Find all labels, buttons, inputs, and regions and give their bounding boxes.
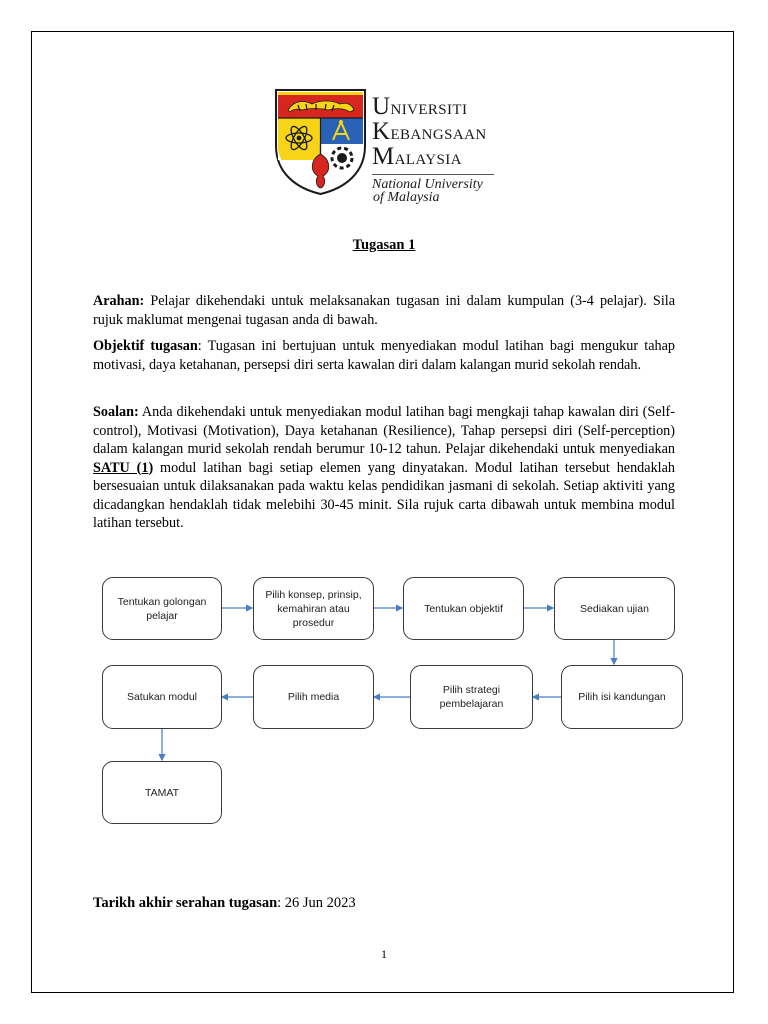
flow-step-4: Sediakan ujian: [554, 577, 675, 640]
deadline-label: Tarikh akhir serahan tugasan: [93, 895, 278, 911]
wordmark-line-1: UNIVERSITI: [372, 93, 468, 120]
document-title: Tugasan 1: [352, 237, 416, 253]
objektif-label: Objektif tugasan: [93, 338, 198, 354]
ukm-logo: [274, 88, 504, 205]
soalan-label: Soalan:: [93, 404, 139, 420]
flow-step-7: Pilih media: [253, 665, 374, 729]
flow-step-5: Pilih isi kandungan: [561, 665, 683, 729]
wordmark-sub-2: of Malaysia: [373, 190, 440, 205]
deadline: [93, 895, 356, 912]
arahan-label: Arahan:: [93, 293, 145, 309]
flow-step-8: Satukan modul: [102, 665, 222, 729]
flow-step-3: Tentukan objektif: [403, 577, 524, 640]
objektif-text: : Tugasan ini bertujuan untuk menyediakan modul latihan bagi mengukur tahap motivasi, daya ketahanan, persepsi diri serta kawalan diri dalam kalangan murid sekolah rendah.: [93, 338, 675, 373]
ukm-crest-icon: [274, 88, 367, 196]
flow-step-1: Tentukan golongan pelajar: [102, 577, 222, 640]
arahan-paragraph: [93, 292, 675, 329]
wordmark-sub-1: National University: [372, 177, 483, 192]
objektif-paragraph: [93, 337, 675, 374]
deadline-value: : 26 Jun 2023: [277, 895, 356, 911]
flow-step-6: Pilih strategi pembelajaran: [410, 665, 533, 729]
flow-step-end: TAMAT: [102, 761, 222, 824]
page-number: 1: [381, 947, 387, 961]
wordmark-line-3: MALAYSIA: [372, 143, 462, 170]
arahan-text: Pelajar dikehendaki untuk melaksanakan tugasan ini dalam kumpulan (3-4 pelajar). Sila rujuk maklumat mengenai tugasan anda di bawah.: [93, 293, 675, 328]
soalan-text-a: Anda dikehendaki untuk menyediakan modul latihan bagi mengkaji tahap kawalan diri (Self-control), Motivasi (Motivation), Daya ketahanan (Resilience), Tahap persepsi diri (Self-perception) dalam kalangan murid sekolah rendah berumur 10-12 tahun. Pelajar dikehendaki untuk menyediakan: [93, 404, 675, 457]
ukm-wordmark: [372, 93, 497, 205]
wordmark-rule: [372, 174, 494, 175]
soalan-paragraph: [93, 403, 675, 533]
satu-emphasis: SATU (1): [93, 459, 154, 476]
soalan-text-b: modul latihan bagi setiap elemen yang dinyatakan. Modul latihan tersebut hendaklah bersesuaian untuk dilaksanakan pada waktu kelas pendidikan jasmani di sekolah. Setiap aktiviti yang dicadangkan hendaklah tidak melebihi 30-45 minit. Sila rujuk carta dibawah untuk membina modul latihan tersebut.: [93, 459, 676, 531]
flow-step-2: Pilih konsep, prinsip, kemahiran atau prosedur: [253, 577, 374, 640]
wordmark-line-2: KEBANGSAAN: [372, 118, 487, 145]
